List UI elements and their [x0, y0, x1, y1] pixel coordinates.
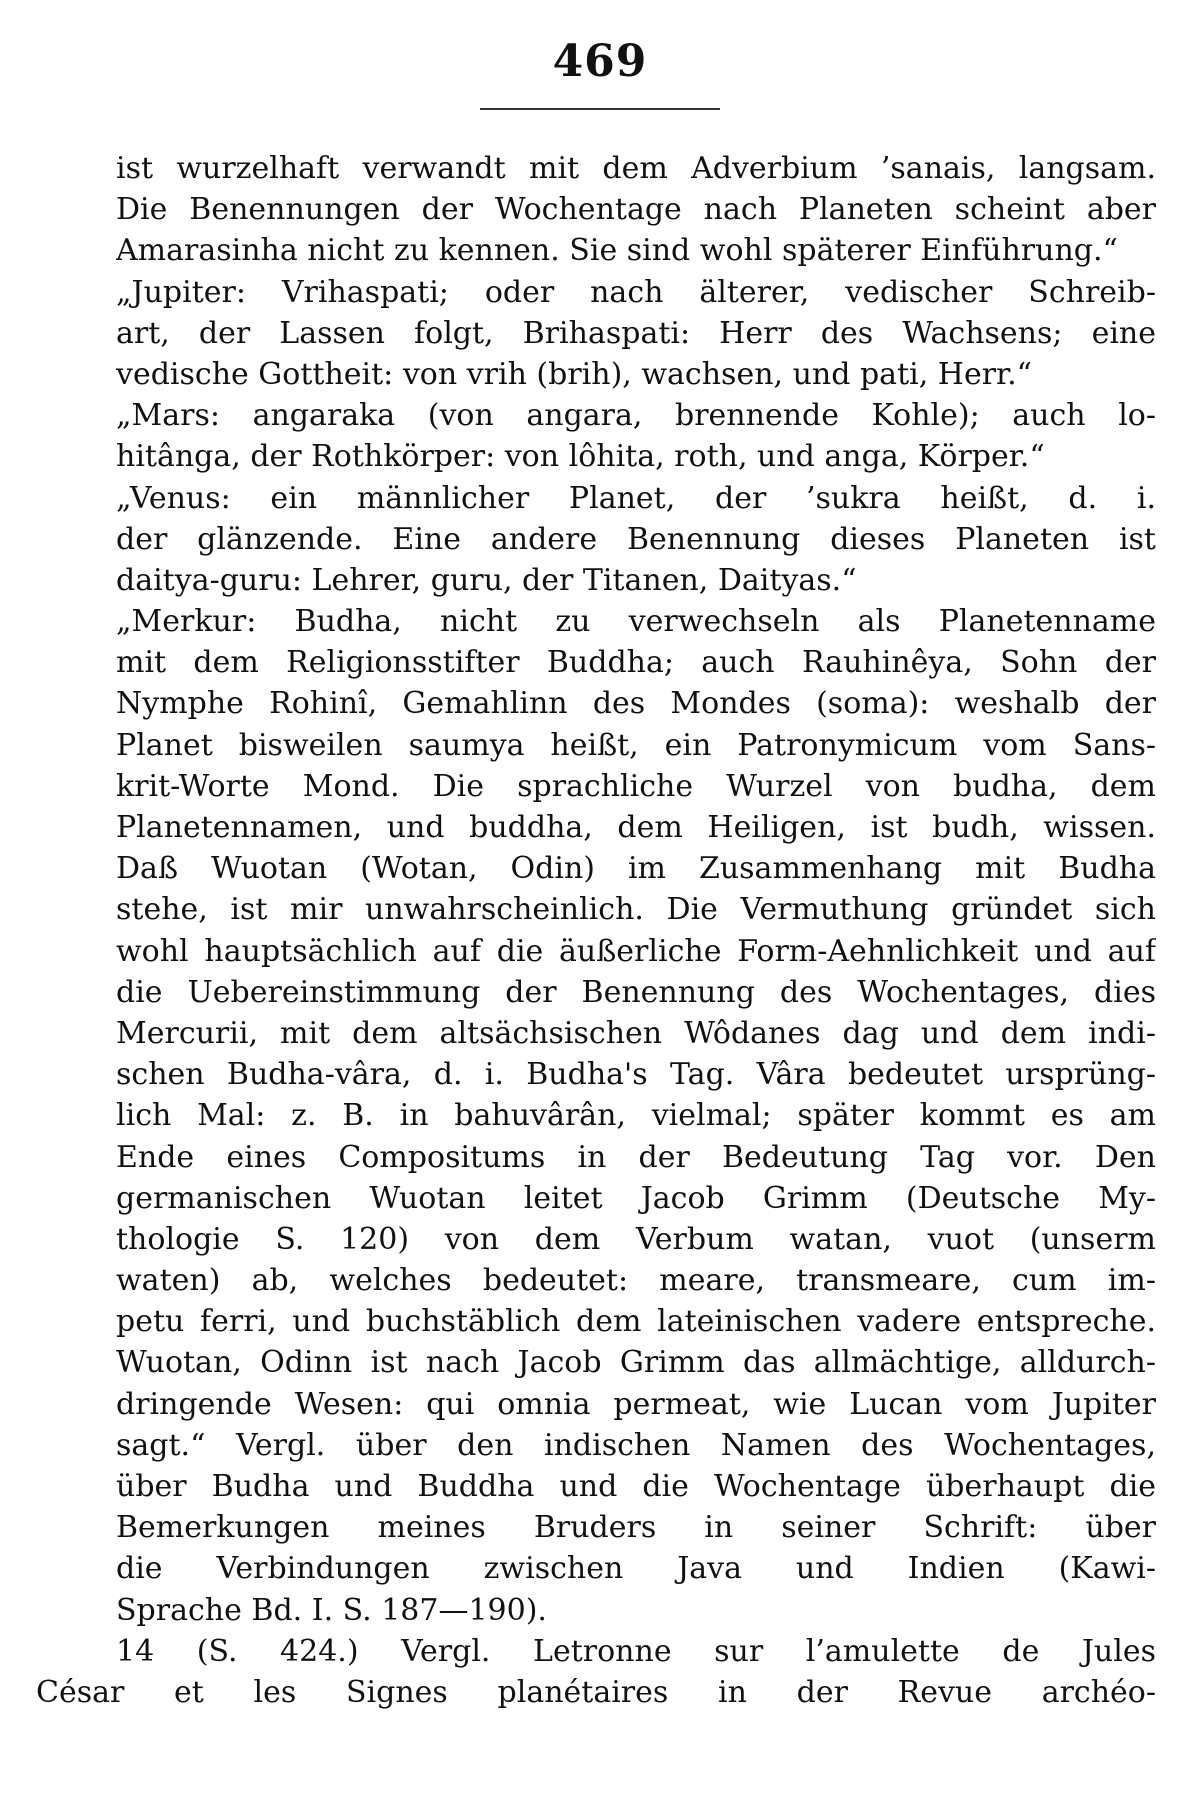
- text-line: dringende Wesen: qui omnia permeat, wie Lucan vom Jupiter: [116, 1386, 1156, 1422]
- text-line: ist wurzelhaft verwandt mit dem Adverbium ’sanais, langsam.: [116, 151, 1156, 186]
- text-line: petu ferri, und buchstäblich dem lateinischen vadere entspreche.: [116, 1304, 1156, 1340]
- footnote-line: 14 (S. 424.) Vergl. Letronne sur l’amulette de Jules: [116, 1633, 1156, 1669]
- text-line: Daß Wuotan (Wotan, Odin) im Zusammenhang mit Budha: [116, 851, 1156, 887]
- page-number: 469: [552, 36, 648, 87]
- text-line: „Venus: ein männlicher Planet, der ’sukra heißt, d. i.: [116, 480, 1156, 516]
- text-line: die Uebereinstimmung der Benennung des Wochentages, dies: [116, 974, 1156, 1010]
- text-line: sagt.“ Vergl. über den indischen Namen des Wochentages,: [116, 1427, 1156, 1463]
- text-line: wohl hauptsächlich auf die äußerliche Form-Aehnlichkeit und auf: [116, 933, 1156, 969]
- text-line: Ende eines Compositums in der Bedeutung Tag vor. Den: [116, 1139, 1156, 1175]
- text-line: Mercurii, mit dem altsächsischen Wôdanes dag und dem indi-: [116, 1015, 1156, 1051]
- text-line: stehe, ist mir unwahrscheinlich. Die Vermuthung gründet sich: [116, 892, 1156, 928]
- text-line: Die Benennungen der Wochentage nach Planeten scheint aber: [116, 192, 1156, 228]
- text-line: Wuotan, Odinn ist nach Jacob Grimm das allmächtige, alldurch-: [116, 1345, 1156, 1381]
- header-rule: [480, 108, 720, 110]
- text-line: Planetennamen, und buddha, dem Heiligen, ist budh, wissen.: [116, 810, 1156, 845]
- text-line: Nymphe Rohinî, Gemahlinn des Mondes (soma): weshalb der: [116, 686, 1156, 722]
- text-line: „Mars: angaraka (von angara, brennende Kohle); auch lo-: [116, 398, 1156, 434]
- text-line: lich Mal: z. B. in bahuvârân, vielmal; später kommt es am: [116, 1098, 1156, 1134]
- text-line: art, der Lassen folgt, Brihaspati: Herr des Wachsens; eine: [116, 315, 1156, 351]
- body-text: [36, 148, 1156, 1713]
- footnote-line: César et les Signes planétaires in der Revue archéo-: [36, 1674, 1156, 1710]
- text-line: über Budha und Buddha und die Wochentage überhaupt die: [116, 1469, 1156, 1504]
- text-line: germanischen Wuotan leitet Jacob Grimm (Deutsche My-: [116, 1180, 1156, 1216]
- text-line: vedische Gottheit: von vrih (brih), wachsen, und pati, Herr.“: [116, 356, 1032, 392]
- text-line: mit dem Religionsstifter Buddha; auch Rauhinêya, Sohn der: [116, 645, 1156, 681]
- text-line: krit-Worte Mond. Die sprachliche Wurzel von budha, dem: [116, 768, 1156, 804]
- text-line: Sprache Bd. I. S. 187—190).: [116, 1592, 547, 1628]
- text-line: thologie S. 120) von dem Verbum watan, vuot (unserm: [116, 1221, 1156, 1257]
- text-line: daitya-guru: Lehrer, guru, der Titanen, Daityas.“: [116, 562, 857, 598]
- text-line: „Jupiter: Vrihaspati; oder nach älterer, vedischer Schreib-: [116, 274, 1156, 310]
- text-line: Bemerkungen meines Bruders in seiner Schrift: über: [116, 1510, 1156, 1546]
- text-line: Amarasinha nicht zu kennen. Sie sind wohl späterer Einführung.“: [116, 233, 1118, 269]
- text-line: der glänzende. Eine andere Benennung dieses Planeten ist: [116, 521, 1156, 557]
- text-line: Planet bisweilen saumya heißt, ein Patronymicum vom Sans-: [116, 727, 1156, 763]
- text-line: schen Budha-vâra, d. i. Budha's Tag. Vâra bedeutet ursprüng-: [116, 1057, 1156, 1093]
- text-line: waten) ab, welches bedeutet: meare, transmeare, cum im-: [116, 1263, 1156, 1299]
- text-line: „Merkur: Budha, nicht zu verwechseln als Planetenname: [116, 604, 1156, 640]
- text-line: hitânga, der Rothkörper: von lôhita, roth, und anga, Körper.“: [116, 439, 1045, 475]
- text-line: die Verbindungen zwischen Java und Indien (Kawi-: [116, 1551, 1156, 1587]
